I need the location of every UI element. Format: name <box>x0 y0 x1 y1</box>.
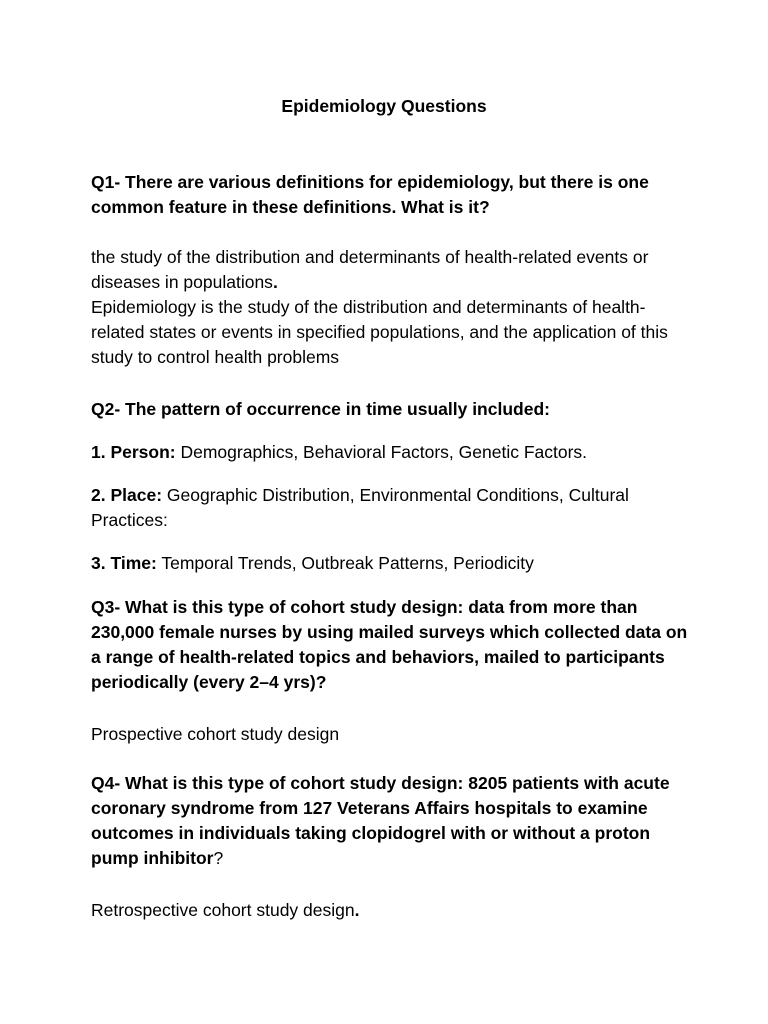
q2-item-text: Geographic Distribution, Environmental Conditions, Cultural Practices: <box>91 485 629 530</box>
q2-item-place <box>91 483 691 533</box>
answer-1-paragraph-1 <box>91 245 691 295</box>
q2-item-text: Temporal Trends, Outbreak Patterns, Periodicity <box>156 553 534 573</box>
question-4 <box>91 771 691 871</box>
q2-item-person <box>91 440 691 465</box>
question-2: Q2- The pattern of occurrence in time usually included: <box>91 399 550 419</box>
page-title: Epidemiology Questions <box>281 96 487 116</box>
answer-4-text: Retrospective cohort study design <box>91 900 355 920</box>
question-4-text: Q4- What is this type of cohort study design: 8205 patients with acute coronary syndrome from 127 Veterans Affairs hospitals to examine outcomes in individuals taking clopidogrel with or without a proton pump inhibitor <box>91 773 670 868</box>
answer-1-paragraph-2: Epidemiology is the study of the distribution and determinants of health-related states or events in specified populations, and the application of this study to control health problems <box>91 297 668 367</box>
question-4-mark: ? <box>213 848 224 868</box>
q2-item-text: Demographics, Behavioral Factors, Genetic Factors. <box>175 442 588 462</box>
question-3: Q3- What is this type of cohort study design: data from more than 230,000 female nurses by using mailed surveys which collected data on a range of health-related topics and behaviors, mailed to participants periodically (every 2–4 yrs)? <box>91 597 688 692</box>
answer-3: Prospective cohort study design <box>91 724 340 744</box>
answer-1-period: . <box>272 272 278 292</box>
answer-4-period: . <box>354 900 360 920</box>
q2-item-label: 1. Person: <box>91 442 176 462</box>
q2-item-label: 3. Time: <box>91 553 157 573</box>
q2-item-time <box>91 551 691 576</box>
q2-item-label: 2. Place: <box>91 485 163 505</box>
answer-4 <box>91 898 691 923</box>
question-1: Q1- There are various definitions for epidemiology, but there is one common feature in these definitions. What is it? <box>91 172 649 217</box>
answer-1-text: the study of the distribution and determinants of health-related events or diseases in populations <box>91 247 649 292</box>
